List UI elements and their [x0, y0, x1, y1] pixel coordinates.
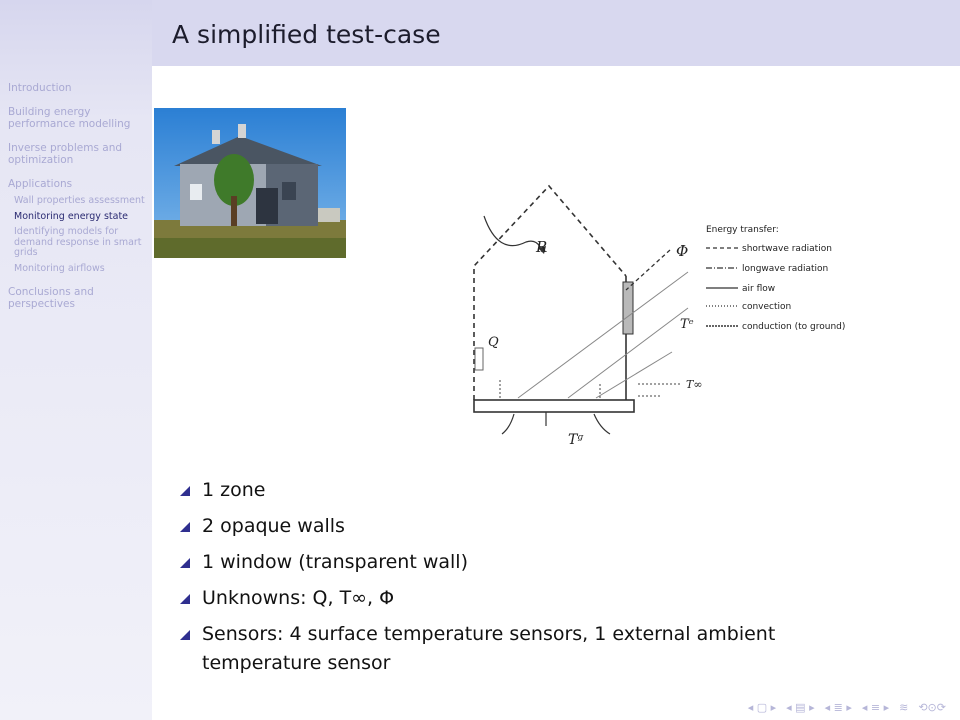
bullet-text: Unknowns: Q, T∞, Φ — [202, 587, 395, 609]
ground-conduction — [502, 412, 610, 434]
phi-arrow — [626, 250, 670, 290]
house-outline — [474, 186, 634, 412]
sidebar-item-inverse-problems[interactable]: Inverse problems and optimization — [8, 142, 123, 166]
label-r: R — [536, 238, 548, 256]
svg-text:longwave radiation: longwave radiation — [742, 264, 829, 274]
sidebar-item-introduction[interactable]: Introduction — [8, 82, 72, 94]
legend-item — [706, 264, 828, 274]
legend — [706, 225, 845, 332]
nav-section-icon[interactable]: ◂ ≣ ▸ — [824, 701, 852, 714]
sidebar-subitem-airflows[interactable]: Monitoring airflows — [14, 262, 105, 274]
nav-toc-icon[interactable]: ◂ ≡ ▸ — [861, 701, 890, 714]
bullet-triangle-icon — [180, 522, 190, 532]
nav-align-icon[interactable]: ≋ — [899, 701, 909, 714]
house-photo — [154, 108, 346, 258]
shortwave-rays — [518, 272, 688, 398]
convection-arrows — [500, 380, 680, 398]
nav-prev-frame-icon[interactable]: ◂ ▢ ▸ — [747, 701, 777, 714]
nav-subsection-icon[interactable]: ◂ ▤ ▸ — [786, 701, 815, 714]
bullet-triangle-icon — [180, 594, 190, 604]
svg-text:conduction (to ground): conduction (to ground) — [742, 322, 846, 332]
bullet-item — [180, 512, 840, 541]
bullet-triangle-icon — [180, 558, 190, 568]
sidebar — [0, 0, 152, 720]
bullet-triangle-icon — [180, 486, 190, 496]
sidebar-item-conclusions[interactable]: Conclusions and perspectives — [8, 286, 94, 310]
bullet-text: 1 window (transparent wall) — [202, 551, 468, 573]
slide-title: A simplified test-case — [172, 20, 441, 49]
label-t-inf: T∞ — [686, 378, 703, 391]
heat-source — [475, 348, 483, 370]
sidebar-nav — [8, 82, 148, 322]
bullet-text: Sensors: 4 surface temperature sensors, 1 external ambient temperature sensor — [202, 623, 776, 674]
legend-item — [706, 284, 775, 294]
label-q: Q — [488, 335, 499, 350]
svg-text:air flow: air flow — [742, 284, 776, 294]
radiation-arrow — [484, 216, 542, 252]
sidebar-subitem-monitoring-energy[interactable]: Monitoring energy state — [14, 210, 129, 222]
window — [623, 282, 633, 334]
bullet-item — [180, 476, 840, 505]
svg-text:convection: convection — [742, 302, 792, 312]
slide-header — [152, 0, 960, 66]
bullet-item — [180, 548, 840, 577]
legend-item — [706, 244, 832, 254]
beamer-navigation — [748, 701, 946, 714]
bullet-item — [180, 584, 840, 613]
sidebar-item-applications-label: Applications — [8, 178, 73, 190]
thermal-model-diagram — [440, 180, 860, 450]
sidebar-subitem-demand-response[interactable]: Identifying models for demand response in smart grids — [14, 226, 142, 258]
label-t-wall: Tᵉ — [680, 317, 694, 332]
nav-search-icon[interactable]: ⟲⊙⟳ — [918, 701, 946, 714]
sidebar-item-applications[interactable] — [8, 178, 148, 274]
bullet-triangle-icon — [180, 630, 190, 640]
sidebar-item-building-energy[interactable]: Building energy performance modelling — [8, 106, 131, 130]
legend-item — [706, 302, 791, 312]
bullet-item — [180, 620, 840, 678]
label-phi: Φ — [676, 242, 689, 260]
bullet-text: 2 opaque walls — [202, 515, 345, 537]
legend-title: Energy transfer: — [706, 225, 779, 235]
svg-text:shortwave radiation: shortwave radiation — [742, 244, 832, 254]
sidebar-subitem-wall-properties[interactable]: Wall properties assessment — [14, 195, 145, 206]
bullet-text: 1 zone — [202, 479, 266, 501]
bullet-list — [180, 476, 840, 685]
legend-item — [706, 322, 845, 332]
label-t-ground: Tᵍ — [568, 432, 583, 448]
